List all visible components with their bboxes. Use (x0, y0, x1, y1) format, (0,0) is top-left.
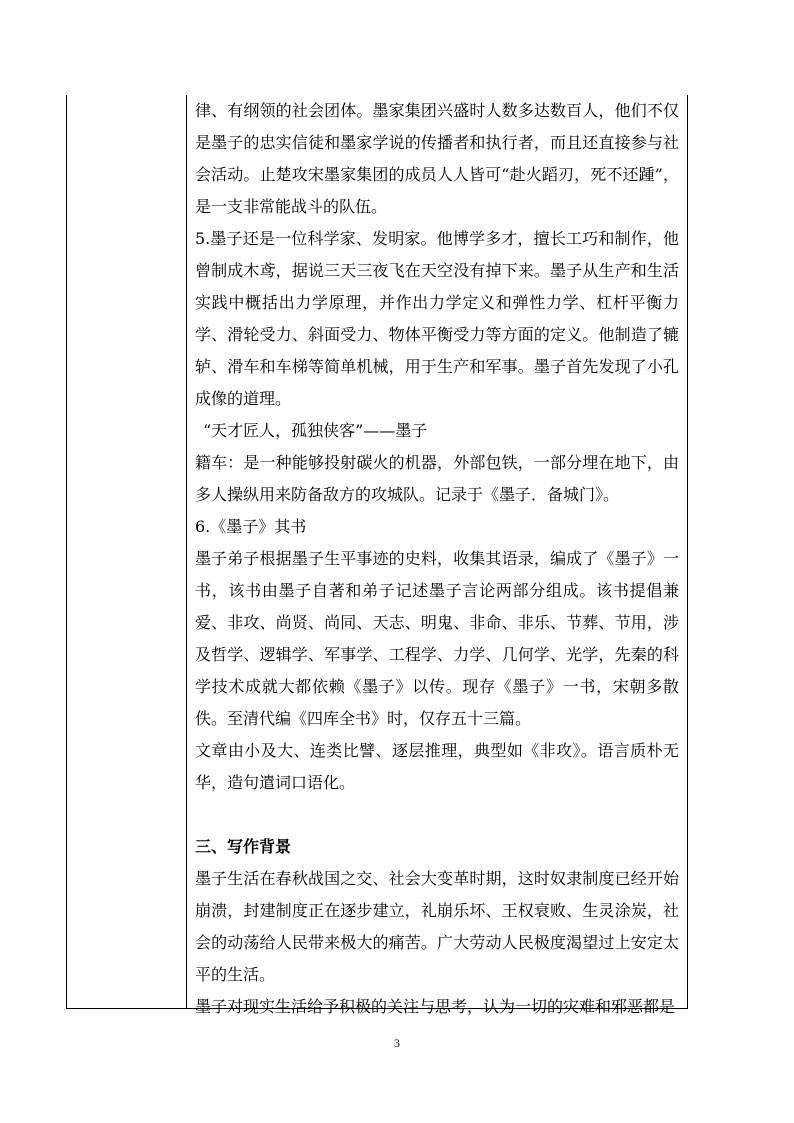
paragraph-background: 墨子生活在春秋战国之交、社会大变革时期，这时奴隶制度已经开始崩溃，封建制度正在逐步建立，礼崩乐坏、王权衰败、生灵涂炭，社会的动荡给人民带来极大的痛苦。广大劳动人民极度渴望过上安定太平的生活。 (195, 869, 679, 984)
paragraph-jiche: 籍车：是一种能够投射碳火的机器，外部包铁，一部分埋在地下，由多人操纵用来防备敌方的攻城队。记录于《墨子．备城门》。 (195, 453, 679, 504)
blank-line (195, 799, 679, 831)
section-heading: 三、写作背景 (195, 837, 292, 856)
content-cell (195, 95, 679, 1023)
paragraph-reflection: 墨子对现实生活给予积极的关注与思考，认为一切的灾难和邪恶都是 (195, 997, 676, 1016)
page-number: 3 (394, 1036, 400, 1050)
paragraph-book-content: 墨子弟子根据墨子生平事迹的史料，收集其语录，编成了《墨子》一书，该书由墨子自著和弟子记述墨子言论两部分组成。该书提倡兼爱、非攻、尚贤、尚同、天志、明鬼、非命、非乐、节葬、节用，涉及哲学、逻辑学、军事学、工程学、力学、几何学、光学，先秦的科学技术成就大都依赖《墨子》以传。现存《墨子》一书，宋朝多散佚。至清代编《四库全书》时，仅存五十三篇。 (195, 549, 679, 728)
paragraph-social-group: 律、有纲领的社会团体。墨家集团兴盛时人数多达数百人，他们不仅是墨子的忠实信徒和墨家学说的传播者和执行者，而且还直接参与社会活动。止楚攻宋墨家集团的成员人人皆可“赴火蹈刃，死不还踵”，是一支非常能战斗的队伍。 (195, 101, 679, 216)
column-divider (186, 95, 187, 1008)
paragraph-book-title: 6.《墨子》其书 (195, 517, 307, 536)
paragraph-scientist: 5.墨子还是一位科学家、发明家。他博学多才，擅长工巧和制作，他曾制成木鸢，据说三天三夜飞在天空没有掉下来。墨子从生产和生活实践中概括出力学原理，并作出力学定义和弹性力学、杠杆平衡力学、滑轮受力、斜面受力、物体平衡受力等方面的定义。他制造了辘轳、滑车和车梯等简单机械，用于生产和军事。墨子首先发现了小孔成像的道理。 (195, 229, 679, 408)
paragraph-quote: “天才匠人，孤独侠客”——墨子 (203, 421, 428, 440)
content-table (66, 95, 688, 1016)
paragraph-style: 文章由小及大、连类比譬、逐层推理，典型如《非攻》。语言质朴无华，造句遣词口语化。 (195, 741, 679, 792)
